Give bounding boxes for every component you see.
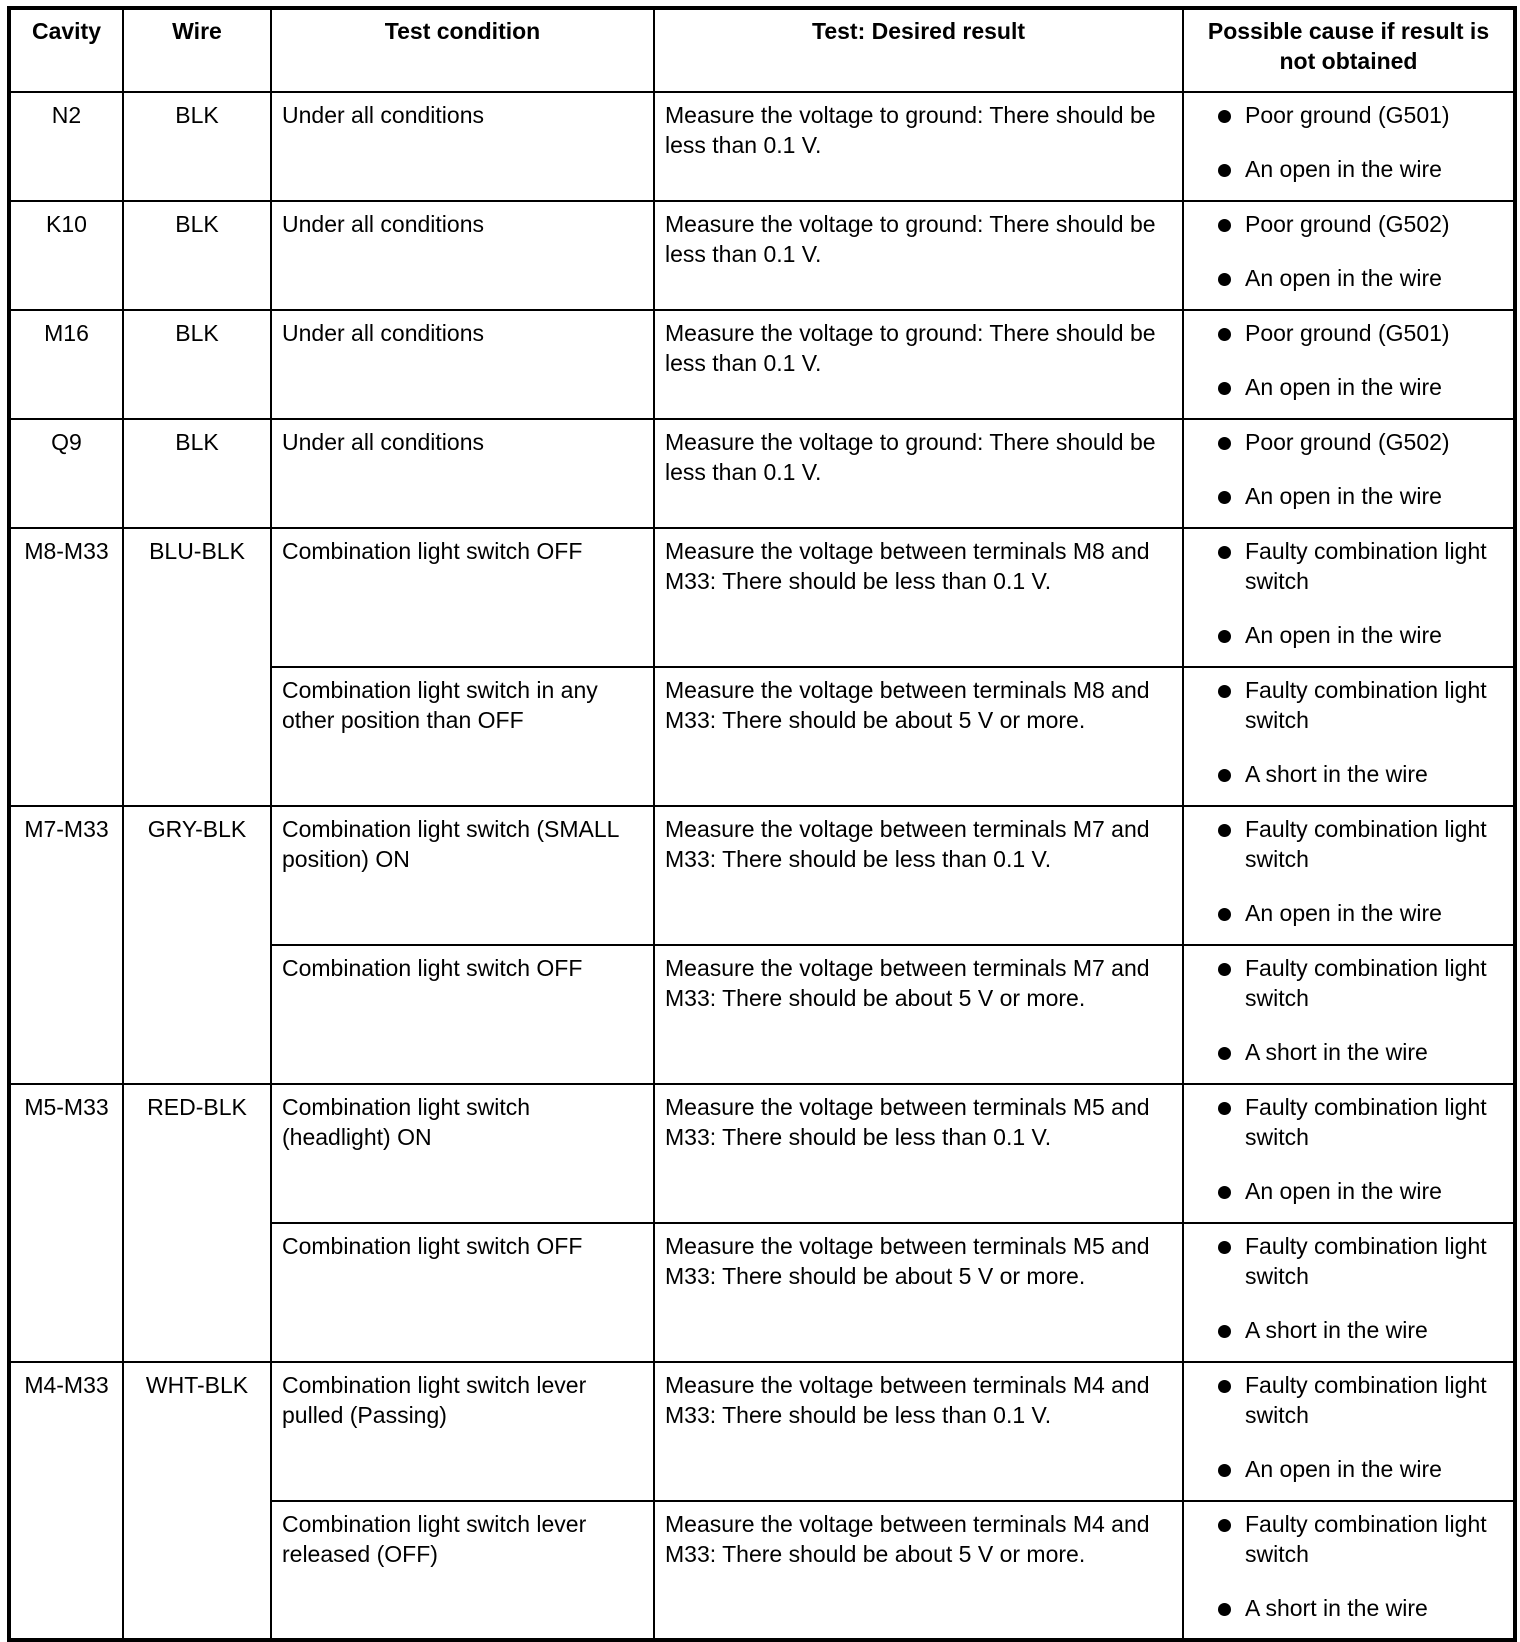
cause-item — [1194, 209, 1503, 239]
desired-result-cell: Measure the voltage to ground: There should be less than 0.1 V. — [654, 310, 1183, 419]
cause-item — [1194, 100, 1503, 130]
header-wire: Wire — [123, 8, 271, 92]
cause-list — [1194, 953, 1503, 1067]
possible-cause-cell — [1183, 310, 1515, 419]
bullet-icon — [1218, 1380, 1231, 1393]
cause-text: Faulty combination light switch — [1245, 1372, 1487, 1428]
bullet-icon — [1218, 1464, 1231, 1477]
cause-text: An open in the wire — [1245, 374, 1442, 400]
wire-cell: BLU-BLK — [123, 528, 271, 806]
cavity-cell: Q9 — [9, 419, 123, 528]
cause-item — [1194, 898, 1503, 928]
wire-cell: BLK — [123, 310, 271, 419]
cause-text: A short in the wire — [1245, 1317, 1428, 1343]
cause-item — [1194, 154, 1503, 184]
desired-result-cell: Measure the voltage between terminals M7 and M33: There should be about 5 V or more. — [654, 945, 1183, 1084]
cause-text: Faulty combination light switch — [1245, 677, 1487, 733]
test-condition-cell: Combination light switch OFF — [271, 945, 654, 1084]
bullet-icon — [1218, 908, 1231, 921]
cause-item — [1194, 1092, 1503, 1152]
header-test-condition: Test condition — [271, 8, 654, 92]
bullet-icon — [1218, 1241, 1231, 1254]
cause-list — [1194, 209, 1503, 293]
bullet-icon — [1218, 273, 1231, 286]
test-condition-cell: Combination light switch (headlight) ON — [271, 1084, 654, 1223]
bullet-icon — [1218, 630, 1231, 643]
wire-cell: WHT-BLK — [123, 1362, 271, 1640]
wire-cell: GRY-BLK — [123, 806, 271, 1084]
cause-list — [1194, 675, 1503, 789]
cause-text: An open in the wire — [1245, 265, 1442, 291]
cause-list — [1194, 1370, 1503, 1484]
desired-result-cell: Measure the voltage between terminals M8 and M33: There should be less than 0.1 V. — [654, 528, 1183, 667]
desired-result-cell: Measure the voltage between terminals M4 and M33: There should be less than 0.1 V. — [654, 1362, 1183, 1501]
cause-item — [1194, 1037, 1503, 1067]
possible-cause-cell — [1183, 528, 1515, 667]
cause-text: An open in the wire — [1245, 1178, 1442, 1204]
bullet-icon — [1218, 491, 1231, 504]
cause-list — [1194, 1231, 1503, 1345]
possible-cause-cell — [1183, 1223, 1515, 1362]
bullet-icon — [1218, 685, 1231, 698]
cause-item — [1194, 1315, 1503, 1345]
test-condition-cell: Under all conditions — [271, 201, 654, 310]
test-condition-cell: Combination light switch lever pulled (Passing) — [271, 1362, 654, 1501]
cause-item — [1194, 536, 1503, 596]
desired-result-cell: Measure the voltage between terminals M5 and M33: There should be less than 0.1 V. — [654, 1084, 1183, 1223]
table-row — [9, 528, 1515, 667]
desired-result-cell: Measure the voltage to ground: There should be less than 0.1 V. — [654, 92, 1183, 201]
cause-item — [1194, 427, 1503, 457]
header-desired-result: Test: Desired result — [654, 8, 1183, 92]
cavity-cell: M4-M33 — [9, 1362, 123, 1640]
desired-result-cell: Measure the voltage to ground: There should be less than 0.1 V. — [654, 201, 1183, 310]
cause-text: A short in the wire — [1245, 1595, 1428, 1621]
table-row — [9, 419, 1515, 528]
possible-cause-cell — [1183, 806, 1515, 945]
bullet-icon — [1218, 963, 1231, 976]
cause-item — [1194, 1231, 1503, 1291]
cause-text: Faulty combination light switch — [1245, 538, 1487, 594]
table-row — [9, 310, 1515, 419]
wire-cell: BLK — [123, 419, 271, 528]
cause-text: Poor ground (G501) — [1245, 320, 1450, 346]
cause-text: Faulty combination light switch — [1245, 816, 1487, 872]
table-row — [9, 201, 1515, 310]
cause-item — [1194, 1176, 1503, 1206]
desired-result-cell: Measure the voltage between terminals M4 and M33: There should be about 5 V or more. — [654, 1501, 1183, 1640]
bullet-icon — [1218, 1325, 1231, 1338]
cause-item — [1194, 318, 1503, 348]
cause-text: An open in the wire — [1245, 1456, 1442, 1482]
test-table — [7, 6, 1517, 1642]
cause-text: A short in the wire — [1245, 761, 1428, 787]
cause-list — [1194, 814, 1503, 928]
cause-list — [1194, 536, 1503, 650]
cause-text: Poor ground (G502) — [1245, 211, 1450, 237]
cause-item — [1194, 759, 1503, 789]
cause-list — [1194, 100, 1503, 184]
wire-cell: BLK — [123, 92, 271, 201]
test-condition-cell: Under all conditions — [271, 310, 654, 419]
possible-cause-cell — [1183, 419, 1515, 528]
cause-list — [1194, 1092, 1503, 1206]
bullet-icon — [1218, 824, 1231, 837]
cause-text: An open in the wire — [1245, 156, 1442, 182]
possible-cause-cell — [1183, 1362, 1515, 1501]
cause-item — [1194, 953, 1503, 1013]
table-row — [9, 1084, 1515, 1223]
bullet-icon — [1218, 1603, 1231, 1616]
cause-text: Poor ground (G502) — [1245, 429, 1450, 455]
bullet-icon — [1218, 1186, 1231, 1199]
bullet-icon — [1218, 110, 1231, 123]
cause-list — [1194, 318, 1503, 402]
cause-item — [1194, 263, 1503, 293]
bullet-icon — [1218, 219, 1231, 232]
possible-cause-cell — [1183, 92, 1515, 201]
header-row — [9, 8, 1515, 92]
cause-text: An open in the wire — [1245, 622, 1442, 648]
cavity-cell: M8-M33 — [9, 528, 123, 806]
bullet-icon — [1218, 437, 1231, 450]
cavity-cell: M5-M33 — [9, 1084, 123, 1362]
cause-text: A short in the wire — [1245, 1039, 1428, 1065]
header-cavity: Cavity — [9, 8, 123, 92]
desired-result-cell: Measure the voltage between terminals M7 and M33: There should be less than 0.1 V. — [654, 806, 1183, 945]
wire-cell: RED-BLK — [123, 1084, 271, 1362]
cause-text: An open in the wire — [1245, 483, 1442, 509]
cavity-cell: M7-M33 — [9, 806, 123, 1084]
cause-item — [1194, 372, 1503, 402]
cause-list — [1194, 427, 1503, 511]
possible-cause-cell — [1183, 201, 1515, 310]
bullet-icon — [1218, 1519, 1231, 1532]
test-condition-cell: Under all conditions — [271, 419, 654, 528]
bullet-icon — [1218, 769, 1231, 782]
cause-text: Poor ground (G501) — [1245, 102, 1450, 128]
cause-item — [1194, 1593, 1503, 1623]
cause-item — [1194, 620, 1503, 650]
cavity-cell: K10 — [9, 201, 123, 310]
cause-text: Faulty combination light switch — [1245, 1233, 1487, 1289]
cause-list — [1194, 1509, 1503, 1623]
test-condition-cell: Combination light switch OFF — [271, 1223, 654, 1362]
test-condition-cell: Under all conditions — [271, 92, 654, 201]
possible-cause-cell — [1183, 1501, 1515, 1640]
cause-item — [1194, 1370, 1503, 1430]
table-row — [9, 1362, 1515, 1501]
test-condition-cell: Combination light switch in any other position than OFF — [271, 667, 654, 806]
bullet-icon — [1218, 382, 1231, 395]
possible-cause-cell — [1183, 945, 1515, 1084]
header-possible-cause: Possible cause if result is not obtained — [1183, 8, 1515, 92]
desired-result-cell: Measure the voltage between terminals M5 and M33: There should be about 5 V or more. — [654, 1223, 1183, 1362]
bullet-icon — [1218, 546, 1231, 559]
cause-text: Faulty combination light switch — [1245, 1511, 1487, 1567]
bullet-icon — [1218, 328, 1231, 341]
cause-item — [1194, 1454, 1503, 1484]
possible-cause-cell — [1183, 1084, 1515, 1223]
cause-item — [1194, 814, 1503, 874]
test-condition-cell: Combination light switch (SMALL position) ON — [271, 806, 654, 945]
desired-result-cell: Measure the voltage to ground: There should be less than 0.1 V. — [654, 419, 1183, 528]
bullet-icon — [1218, 164, 1231, 177]
table-row — [9, 92, 1515, 201]
cause-item — [1194, 675, 1503, 735]
possible-cause-cell — [1183, 667, 1515, 806]
bullet-icon — [1218, 1102, 1231, 1115]
wire-cell: BLK — [123, 201, 271, 310]
test-condition-cell: Combination light switch OFF — [271, 528, 654, 667]
desired-result-cell: Measure the voltage between terminals M8 and M33: There should be about 5 V or more. — [654, 667, 1183, 806]
cause-item — [1194, 481, 1503, 511]
cause-text: Faulty combination light switch — [1245, 955, 1487, 1011]
cavity-cell: M16 — [9, 310, 123, 419]
table-row — [9, 806, 1515, 945]
bullet-icon — [1218, 1047, 1231, 1060]
cavity-cell: N2 — [9, 92, 123, 201]
test-condition-cell: Combination light switch lever released (OFF) — [271, 1501, 654, 1640]
cause-text: An open in the wire — [1245, 900, 1442, 926]
cause-text: Faulty combination light switch — [1245, 1094, 1487, 1150]
cause-item — [1194, 1509, 1503, 1569]
